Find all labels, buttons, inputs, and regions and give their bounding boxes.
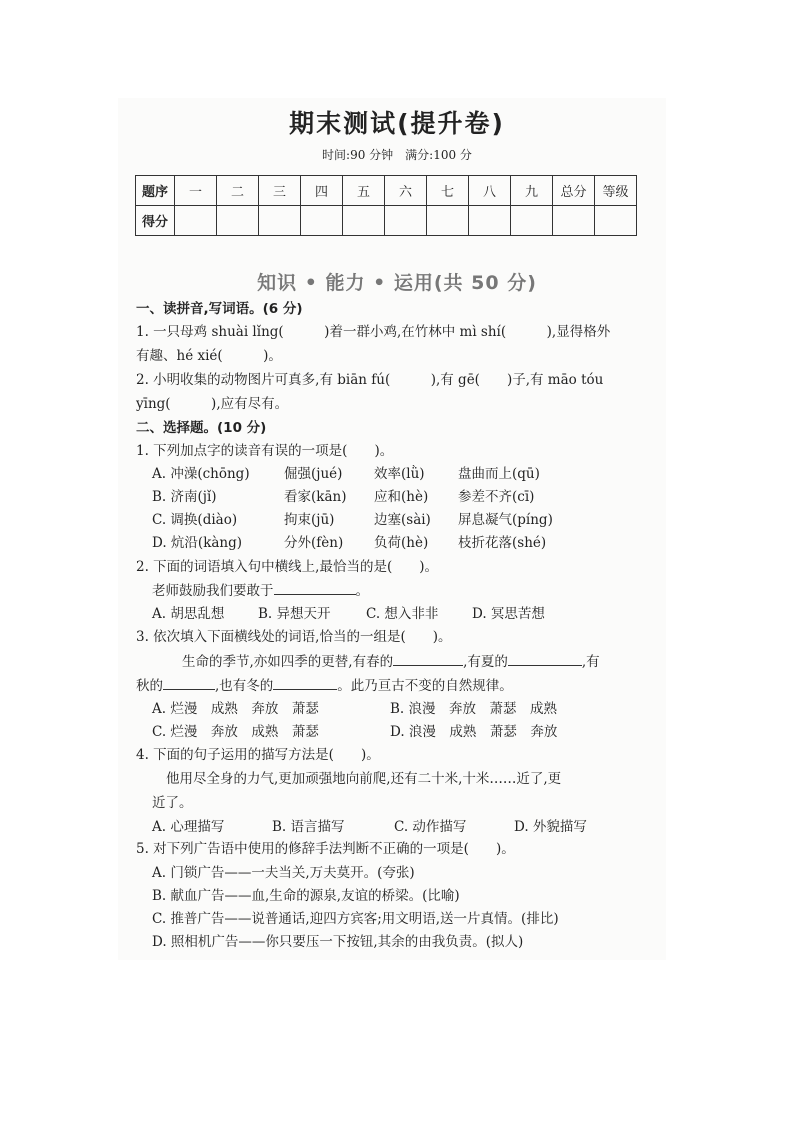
score-table-col: 等级 [595, 176, 637, 206]
part1-q2-line2: yīng( ),应有尽有。 [136, 396, 289, 412]
q1-option: 枝折花落(shé) [458, 535, 547, 551]
q4-option: A. 心理描写 [152, 819, 225, 835]
q5-stem: 5. 对下列广告语中使用的修辞手法判断不正确的一项是( )。 [136, 841, 515, 857]
q4-option: D. 外貌描写 [514, 819, 587, 835]
q2-option: B. 异想天开 [258, 606, 331, 622]
score-cell [343, 206, 385, 236]
q5-option: B. 献血广告——血,生命的源泉,友谊的桥梁。(比喻) [152, 888, 460, 904]
q1-option: 参差不齐(cī) [458, 489, 535, 505]
score-cell [301, 206, 343, 236]
q2-sentence-text: 老师鼓励我们要敢于 [152, 583, 274, 599]
q1-option: 效率(lǜ) [374, 466, 425, 482]
score-cell [427, 206, 469, 236]
q5-option: D. 照相机广告——你只要压一下按钮,其余的由我负责。(拟人) [152, 934, 524, 950]
score-table-col: 八 [469, 176, 511, 206]
q1-option: A. 冲澡(chōng) [152, 466, 250, 482]
q3-option: A. 烂漫 成熟 奔放 萧瑟 [152, 701, 319, 717]
q1-option: 拘束(jū) [284, 512, 335, 528]
q3-option: D. 浪漫 成熟 萧瑟 奔放 [390, 724, 558, 740]
q1-option: 倔强(jué) [284, 466, 343, 482]
answer-blank [508, 651, 582, 666]
q3-text: 生命的季节,亦如四季的更替,有春的 [182, 654, 394, 670]
q1-option: 负荷(hè) [374, 535, 429, 551]
score-table-row-label: 题序 [136, 176, 175, 206]
score-table-col: 二 [217, 176, 259, 206]
score-table-score-row [136, 206, 637, 236]
q2-option: A. 胡思乱想 [152, 606, 225, 622]
section-title: 知识 • 能力 • 运用(共 50 分) [257, 272, 537, 294]
q2-stem: 2. 下面的词语填入句中横线上,最恰当的是( )。 [136, 559, 438, 575]
q1-option: 屏息凝气(píng) [458, 512, 553, 528]
q1-option: D. 炕沿(kàng) [152, 535, 243, 551]
q4-option: B. 语言描写 [272, 819, 345, 835]
q3-text: ,也有冬的 [215, 678, 274, 694]
part1-q1-line2: 有趣、hé xié( )。 [136, 348, 282, 364]
q3-text: 。此乃亘古不变的自然规律。 [337, 678, 513, 694]
part1-q1-line1: 1. 一只母鸡 shuài lǐng( )着一群小鸡,在竹林中 mì shí( ),显得格外 [136, 324, 611, 340]
q1-option: B. 济南(jǐ) [152, 489, 217, 505]
q3-text: 秋的 [136, 678, 163, 694]
q3-stem: 3. 依次填入下面横线处的词语,恰当的一组是( )。 [136, 629, 452, 645]
q1-option: 边塞(sài) [374, 512, 431, 528]
q2-sentence [152, 580, 369, 602]
score-table-col: 五 [343, 176, 385, 206]
q2-option: D. 冥思苦想 [472, 606, 545, 622]
q1-option: 应和(hè) [374, 489, 429, 505]
score-table-col: 六 [385, 176, 427, 206]
score-table-col: 一 [175, 176, 217, 206]
q3-text: ,有夏的 [463, 654, 508, 670]
score-cell [553, 206, 595, 236]
q1-option: 分外(fèn) [284, 535, 344, 551]
q2-option: C. 想入非非 [366, 606, 439, 622]
q5-option: A. 门锁广告——一夫当关,万夫莫开。(夸张) [152, 865, 415, 881]
score-cell [217, 206, 259, 236]
q2-sentence-end: 。 [355, 583, 369, 599]
score-cell [259, 206, 301, 236]
score-cell [595, 206, 637, 236]
q4-passage-line2: 近了。 [152, 795, 193, 811]
answer-blank [393, 651, 463, 666]
part1-heading: 一、读拼音,写词语。(6 分) [136, 301, 303, 317]
score-table [135, 175, 637, 236]
score-table-col: 七 [427, 176, 469, 206]
score-table-row-label: 得分 [136, 206, 175, 236]
q3-option: B. 浪漫 奔放 萧瑟 成熟 [390, 701, 558, 717]
q3-text: ,有 [581, 654, 600, 670]
answer-blank [273, 675, 337, 690]
page-title: 期末测试(提升卷) [289, 109, 505, 138]
score-cell [469, 206, 511, 236]
q3-option: C. 烂漫 奔放 成熟 萧瑟 [152, 724, 319, 740]
score-table-header-row [136, 176, 637, 206]
exam-meta: 时间:90 分钟 满分:100 分 [322, 148, 472, 162]
q1-option: C. 调换(diào) [152, 512, 238, 528]
q3-passage-line1 [182, 651, 600, 673]
score-table-col: 九 [511, 176, 553, 206]
q1-option: 盘曲而上(qū) [458, 466, 540, 482]
q5-option: C. 推普广告——说普通话,迎四方宾客;用文明语,送一片真情。(排比) [152, 911, 559, 927]
part2-heading: 二、选择题。(10 分) [136, 420, 267, 436]
q1-stem: 1. 下列加点字的读音有误的一项是( )。 [136, 443, 394, 459]
q3-passage-line2 [136, 675, 513, 697]
score-table-col: 总分 [553, 176, 595, 206]
score-cell [385, 206, 427, 236]
answer-blank [163, 675, 215, 690]
q4-passage-line1: 他用尽全身的力气,更加顽强地向前爬,还有二十米,十米……近了,更 [166, 771, 562, 787]
q4-stem: 4. 下面的句子运用的描写方法是( )。 [136, 747, 380, 763]
score-cell [511, 206, 553, 236]
score-cell [175, 206, 217, 236]
q4-option: C. 动作描写 [394, 819, 467, 835]
score-table-col: 四 [301, 176, 343, 206]
score-table-col: 三 [259, 176, 301, 206]
q1-option: 看家(kān) [284, 489, 347, 505]
part1-q2-line1: 2. 小明收集的动物图片可真多,有 biān fú( ),有 gē( )子,有 māo tóu [136, 372, 604, 388]
answer-blank [274, 580, 356, 595]
